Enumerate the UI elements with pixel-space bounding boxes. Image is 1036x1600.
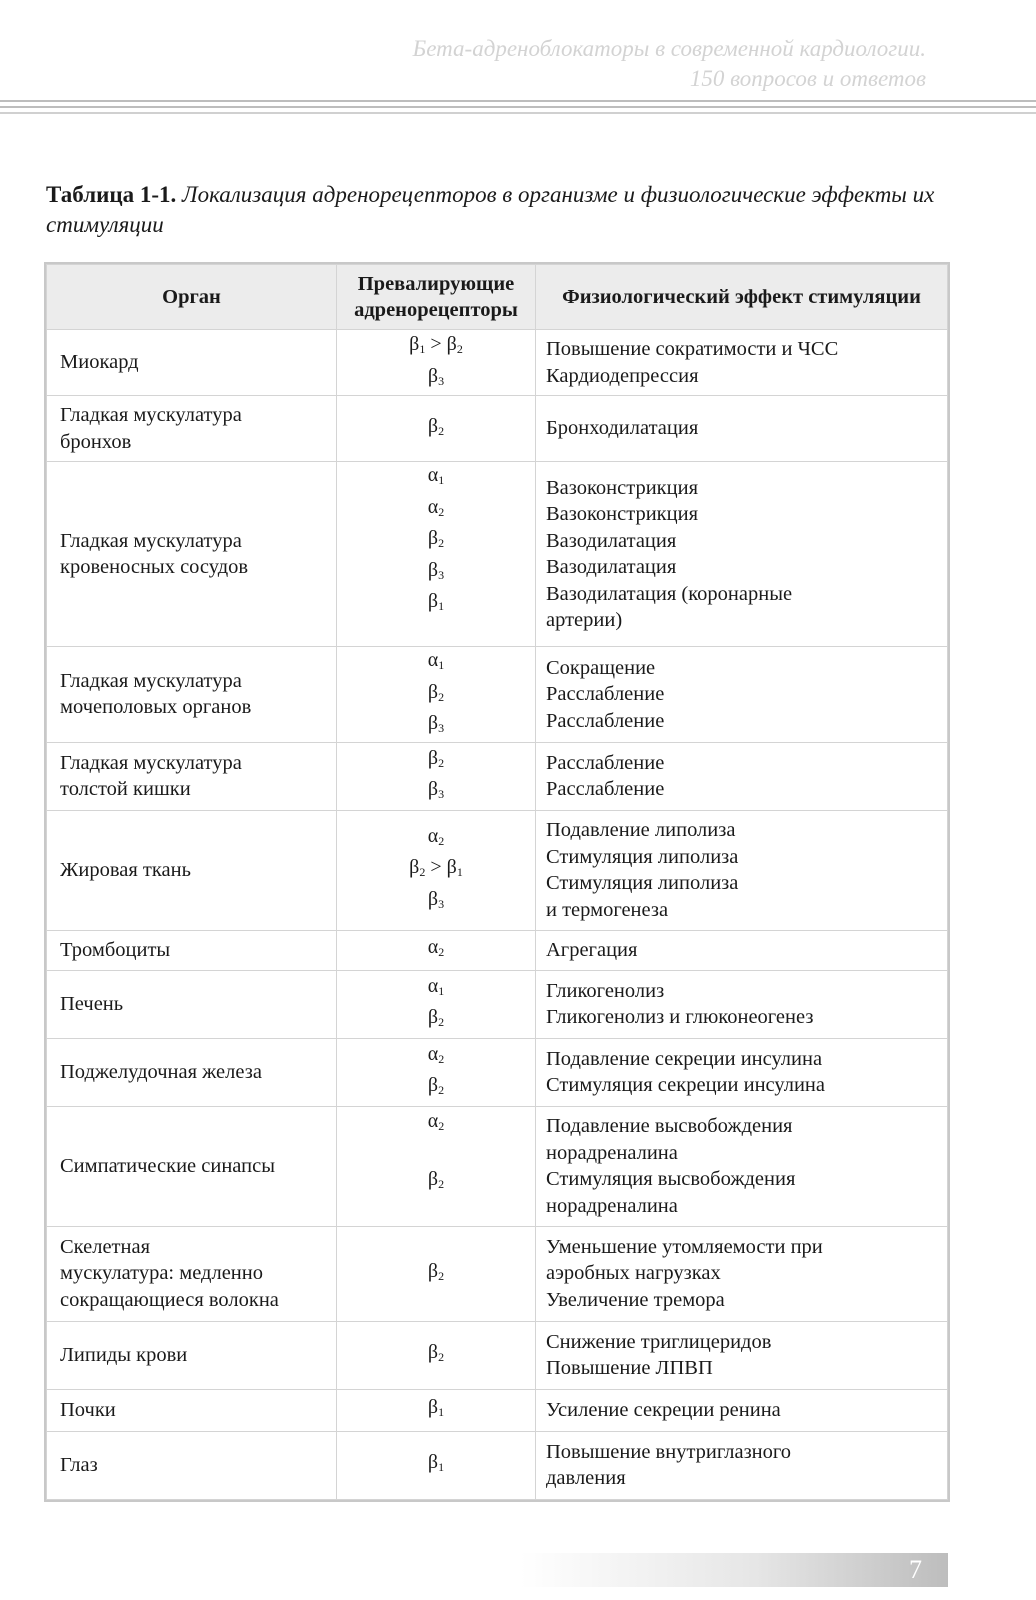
organ-line: кровеносных сосудов	[60, 556, 249, 578]
effect-line: норадреналина	[546, 1141, 678, 1164]
organ-cell	[47, 1389, 337, 1431]
receptor-cell	[337, 1038, 536, 1106]
running-header-line-2: 150 вопросов и ответов	[689, 66, 926, 91]
effect-line: Подавление секреции инсулина	[546, 1047, 823, 1070]
organ-line: Гладкая мускулатура	[60, 529, 242, 552]
receptor-symbol: $\beta_2 > \beta_1$	[409, 856, 463, 880]
organ-cell	[47, 330, 337, 396]
receptor-symbol	[337, 1198, 535, 1225]
effect-cell	[536, 1038, 948, 1106]
table-header-row	[47, 265, 948, 330]
effect-cell	[536, 930, 948, 970]
table-caption	[46, 180, 946, 240]
receptor-cell	[337, 1321, 536, 1389]
organ-cell	[47, 1106, 337, 1226]
effect-line: норадреналина	[546, 1194, 678, 1217]
effect-line: Расслабление	[546, 751, 665, 774]
receptor-symbol	[337, 1140, 535, 1167]
organ-line: Гладкая мускулатура	[60, 404, 242, 426]
organ-cell	[47, 396, 337, 462]
organ-line: Жировая ткань	[60, 858, 191, 881]
organ-cell	[47, 1431, 337, 1499]
effect-line: Гликогенолиз и глюконеогенез	[546, 1006, 814, 1028]
receptor-symbol: $\beta_2$	[427, 1006, 445, 1029]
table-row	[47, 970, 948, 1038]
receptor-symbol: $\beta_3$	[427, 558, 445, 582]
organ-line: сокращающиеся волокна	[60, 1288, 279, 1311]
receptor-cell	[337, 1226, 536, 1321]
effect-line: Бронходилатация	[546, 417, 699, 440]
organ-line: Печень	[60, 992, 124, 1015]
receptor-cell	[337, 930, 536, 970]
organ-line: Миокард	[60, 351, 139, 374]
receptor-cell	[337, 970, 536, 1038]
receptor-symbol: $\alpha_2$	[427, 1110, 445, 1133]
table-row	[47, 1038, 948, 1106]
effect-line: Кардиодепрессия	[546, 364, 699, 387]
page-number: 7	[909, 1555, 922, 1584]
effect-cell	[536, 647, 948, 743]
effect-cell	[536, 970, 948, 1038]
organ-line: мускулатура: медленно	[60, 1262, 263, 1285]
receptor-symbol: $\beta_2$	[427, 1259, 445, 1283]
effect-cell	[536, 1106, 948, 1226]
column-header-receptors: Превалирующие адренорецепторы	[337, 265, 536, 330]
receptor-symbol: $\alpha_2$	[427, 495, 445, 519]
organ-line: мочеполовых органов	[60, 696, 252, 719]
organ-line: Гладкая мускулатура	[60, 669, 242, 692]
effect-cell	[536, 1389, 948, 1431]
effect-cell	[536, 1226, 948, 1321]
organ-line: Тромбоциты	[60, 938, 171, 961]
header-rule	[0, 112, 1036, 114]
effect-line: Расслабление	[546, 709, 665, 732]
effect-cell	[536, 462, 948, 647]
receptor-symbol: $\beta_2$	[427, 1074, 445, 1097]
effect-line: Гликогенолиз	[546, 979, 665, 1002]
organ-cell	[47, 647, 337, 743]
receptor-cell	[337, 1389, 536, 1431]
receptor-symbol: $\beta_3$	[427, 712, 445, 735]
organ-line: Липиды крови	[60, 1343, 188, 1366]
effect-line: Агрегация	[546, 938, 638, 961]
organ-line: Почки	[60, 1398, 116, 1421]
effect-line: Подавление высвобождения	[546, 1115, 793, 1137]
effect-cell	[536, 1321, 948, 1389]
effect-line: Снижение триглицеридов	[546, 1330, 772, 1353]
receptor-symbol: $\beta_1$	[427, 590, 445, 613]
organ-line: Скелетная	[60, 1235, 151, 1258]
organ-line: Гладкая мускулатура	[60, 751, 242, 774]
receptor-symbol: $\beta_1$	[427, 1396, 445, 1420]
receptor-symbol: $\beta_2$	[427, 1341, 445, 1365]
effect-line: Сокращение	[546, 656, 656, 679]
organ-cell	[47, 930, 337, 970]
column-header-organ: Орган	[47, 265, 337, 330]
organ-line: толстой кишки	[60, 778, 191, 800]
effect-line: Вазодилатация (коронарные	[546, 582, 793, 605]
table-row	[47, 1106, 948, 1226]
receptor-symbol: $\beta_2$	[427, 527, 445, 550]
effect-cell	[536, 742, 948, 810]
receptor-symbol	[337, 620, 535, 647]
effect-line: Стимуляция высвобождения	[546, 1168, 796, 1190]
effect-line: Вазодилатация	[546, 529, 677, 552]
effect-cell	[536, 1431, 948, 1499]
receptor-cell	[337, 330, 536, 396]
effect-line: Увеличение тремора	[546, 1288, 725, 1311]
header-rule	[0, 100, 1036, 102]
effect-line: и термогенеза	[546, 898, 669, 921]
receptor-symbol: $\alpha_2$	[427, 824, 445, 848]
table-caption-text: Локализация адренорецепторов в организме и физиологические эффекты их стимуляции	[46, 182, 935, 237]
effect-line: Стимуляция липолиза	[546, 872, 739, 894]
effect-line: Расслабление	[546, 683, 665, 705]
table-row	[47, 810, 948, 930]
table-row	[47, 647, 948, 743]
organ-cell	[47, 1321, 337, 1389]
receptor-cell	[337, 810, 536, 930]
table-row	[47, 396, 948, 462]
receptor-cell	[337, 1431, 536, 1499]
effect-line: Уменьшение утомляемости при	[546, 1235, 823, 1258]
organ-cell	[47, 742, 337, 810]
effect-cell	[536, 330, 948, 396]
effect-line: артерии)	[546, 609, 623, 631]
receptor-symbol: $\alpha_2$	[427, 936, 445, 960]
effect-line: Стимуляция секреции инсулина	[546, 1074, 825, 1096]
effect-line: Расслабление	[546, 778, 665, 800]
organ-cell	[47, 462, 337, 647]
organ-cell	[47, 810, 337, 930]
receptor-symbol: $\beta_1 > \beta_2$	[409, 333, 463, 356]
table-row	[47, 1321, 948, 1389]
receptor-symbol: $\beta_2$	[427, 746, 445, 770]
table-row	[47, 930, 948, 970]
receptor-table	[44, 262, 950, 1502]
effect-line: давления	[546, 1467, 626, 1489]
receptor-cell	[337, 742, 536, 810]
table-body	[47, 330, 948, 1500]
table-row	[47, 742, 948, 810]
receptor-cell	[337, 1106, 536, 1226]
effect-cell	[536, 810, 948, 930]
table-row	[47, 330, 948, 396]
organ-line: Поджелудочная железа	[60, 1060, 262, 1083]
organ-cell	[47, 1038, 337, 1106]
effect-line: Повышение сократимости и ЧСС	[546, 338, 839, 360]
receptor-symbol: $\beta_3$	[427, 364, 445, 388]
effect-line: Повышение внутриглазного	[546, 1440, 792, 1463]
effect-line: Стимуляция липолиза	[546, 845, 739, 868]
receptor-symbol: $\alpha_2$	[427, 1042, 445, 1066]
table-caption-label: Таблица 1-1.	[46, 182, 177, 207]
column-header-effects: Физиологический эффект стимуляции	[536, 265, 948, 330]
header-rule	[0, 106, 1036, 108]
receptor-cell	[337, 462, 536, 647]
effect-line: Повышение ЛПВП	[546, 1357, 713, 1379]
table-row	[47, 1431, 948, 1499]
effect-line: Вазодилатация	[546, 556, 677, 578]
effect-line: Вазоконстрикция	[546, 503, 698, 525]
organ-cell	[47, 970, 337, 1038]
running-header-line-1: Бета-адреноблокаторы в современной кардиологии.	[412, 36, 926, 61]
effect-line: Вазоконстрикция	[546, 476, 698, 499]
footer-bar	[520, 1553, 948, 1587]
effect-line: Подавление липолиза	[546, 819, 736, 841]
effect-line: Усиление секреции ренина	[546, 1398, 781, 1421]
organ-line: Симпатические синапсы	[60, 1154, 275, 1177]
table-row	[47, 462, 948, 647]
receptor-symbol: $\alpha_1$	[427, 974, 445, 998]
effect-cell	[536, 396, 948, 462]
organ-line: Глаз	[60, 1453, 98, 1476]
receptor-symbol: $\alpha_1$	[427, 649, 445, 672]
receptor-symbol: $\beta_3$	[427, 887, 445, 911]
table-row	[47, 1226, 948, 1321]
receptor-symbol: $\beta_2$	[427, 680, 445, 704]
receptor-symbol: $\beta_2$	[427, 1168, 445, 1191]
running-header	[413, 34, 926, 94]
receptor-symbol: $\beta_2$	[427, 414, 445, 438]
organ-cell	[47, 1226, 337, 1321]
effect-line: аэробных нагрузках	[546, 1262, 721, 1285]
receptor-symbol: $\beta_1$	[427, 1451, 445, 1475]
table-row	[47, 1389, 948, 1431]
receptor-cell	[337, 647, 536, 743]
receptor-symbol: $\alpha_1$	[427, 464, 445, 487]
organ-line: бронхов	[60, 430, 132, 453]
receptor-symbol: $\beta_3$	[427, 778, 445, 801]
receptor-cell	[337, 396, 536, 462]
